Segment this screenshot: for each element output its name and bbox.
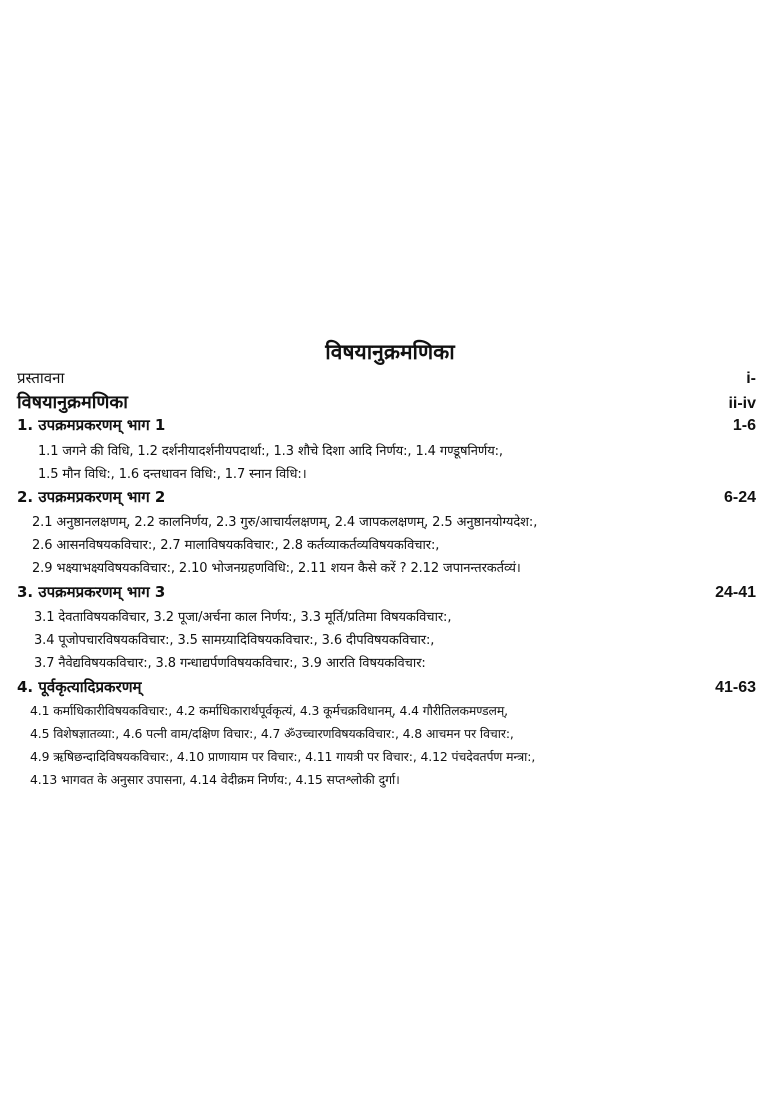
- toc-entry-label: प्रस्तावना: [17, 369, 65, 387]
- toc-section-pages: 6-24: [723, 489, 756, 506]
- toc-subitems-line: 3.7 नैवेद्यविषयकविचार:, 3.8 गन्धाद्यर्पणविषयकविचार:, 3.9 आरति विषयकविचार:: [34, 656, 426, 671]
- toc-section-4: [17, 677, 756, 697]
- toc-section-label: 1. उपक्रमप्रकरणम् भाग 1: [17, 416, 166, 434]
- toc-entry-contents: [17, 390, 756, 414]
- toc-subitems-line: 1.1 जगने की विधि, 1.2 दर्शनीयादर्शनीयपदार्था:, 1.3 शौचे दिशा आदि निर्णय:, 1.4 गण्डूषनिर्णय:,: [38, 444, 503, 459]
- toc-section-pages: 1-6: [732, 417, 756, 434]
- toc-section-label: 3. उपक्रमप्रकरणम् भाग 3: [17, 583, 166, 601]
- toc-subitems-line: 3.1 देवताविषयकविचार, 3.2 पूजा/अर्चना काल निर्णय:, 3.3 मूर्ति/प्रतिमा विषयकविचार:,: [34, 610, 452, 625]
- toc-section-pages: 24-41: [715, 584, 756, 601]
- toc-subitems-line: 4.9 ऋषिछन्दादिविषयकविचार:, 4.10 प्राणायाम पर विचार:, 4.11 गायत्री पर विचार:, 4.12 पंचदेवतर्पण मन्त्रा:,: [30, 749, 536, 764]
- toc-subitems-line: 2.6 आसनविषयकविचार:, 2.7 मालाविषयकविचार:, 2.8 कर्तव्याकर्तव्यविषयकविचार:,: [32, 538, 440, 553]
- toc-section-label: 4. पूर्वकृत्यादिप्रकरणम्: [17, 678, 142, 696]
- toc-subitems-line: 4.5 विशेषज्ञातव्या:, 4.6 पत्नी वाम/दक्षिण विचार:, 4.7 ॐउच्चारणविषयकविचार:, 4.8 आचमन पर विचार:,: [30, 726, 514, 741]
- toc-subitems-line: 2.9 भक्ष्याभक्ष्यविषयकविचार:, 2.10 भोजनग्रहणविधि:, 2.11 शयन कैसे करें ? 2.12 जपानन्तरकर्तव्यं।: [32, 561, 521, 576]
- toc-entry-preface: [17, 368, 756, 388]
- toc-section-2: [17, 487, 756, 507]
- toc-subitems-line: 1.5 मौन विधि:, 1.6 दन्तधावन विधि:, 1.7 स्नान विधि:।: [38, 467, 307, 482]
- page-title: विषयानुक्रमणिका: [325, 340, 455, 364]
- toc-entry-pages: ii-iv: [728, 395, 756, 412]
- toc-section-1: [17, 415, 756, 435]
- toc-subitems-line: 4.13 भागवत के अनुसार उपासना, 4.14 वेदीक्रम निर्णय:, 4.15 सप्तश्लोकी दुर्गा।: [30, 772, 400, 787]
- toc-subitems-line: 4.1 कर्माधिकारीविषयकविचार:, 4.2 कर्माधिकारार्थपूर्वकृत्यं, 4.3 कूर्मचक्रविधानम्, 4.4 गौरीतिलकमण्डलम्,: [30, 703, 509, 718]
- toc-entry-pages: i-: [746, 370, 756, 387]
- toc-subitems-line: 2.1 अनुष्ठानलक्षणम्, 2.2 कालनिर्णय, 2.3 गुरु/आचार्यलक्षणम्, 2.4 जापकलक्षणम्, 2.5 अनुष्ठानयोग्यदेश:,: [32, 515, 538, 530]
- toc-section-pages: 41-63: [715, 679, 756, 696]
- toc-entry-label: विषयानुक्रमणिका: [17, 392, 128, 413]
- toc-subitems-line: 3.4 पूजोपचारविषयकविचार:, 3.5 सामग्र्यादिविषयकविचार:, 3.6 दीपविषयकविचार:,: [34, 633, 435, 648]
- toc-section-label: 2. उपक्रमप्रकरणम् भाग 2: [17, 488, 166, 506]
- toc-section-3: [17, 582, 756, 602]
